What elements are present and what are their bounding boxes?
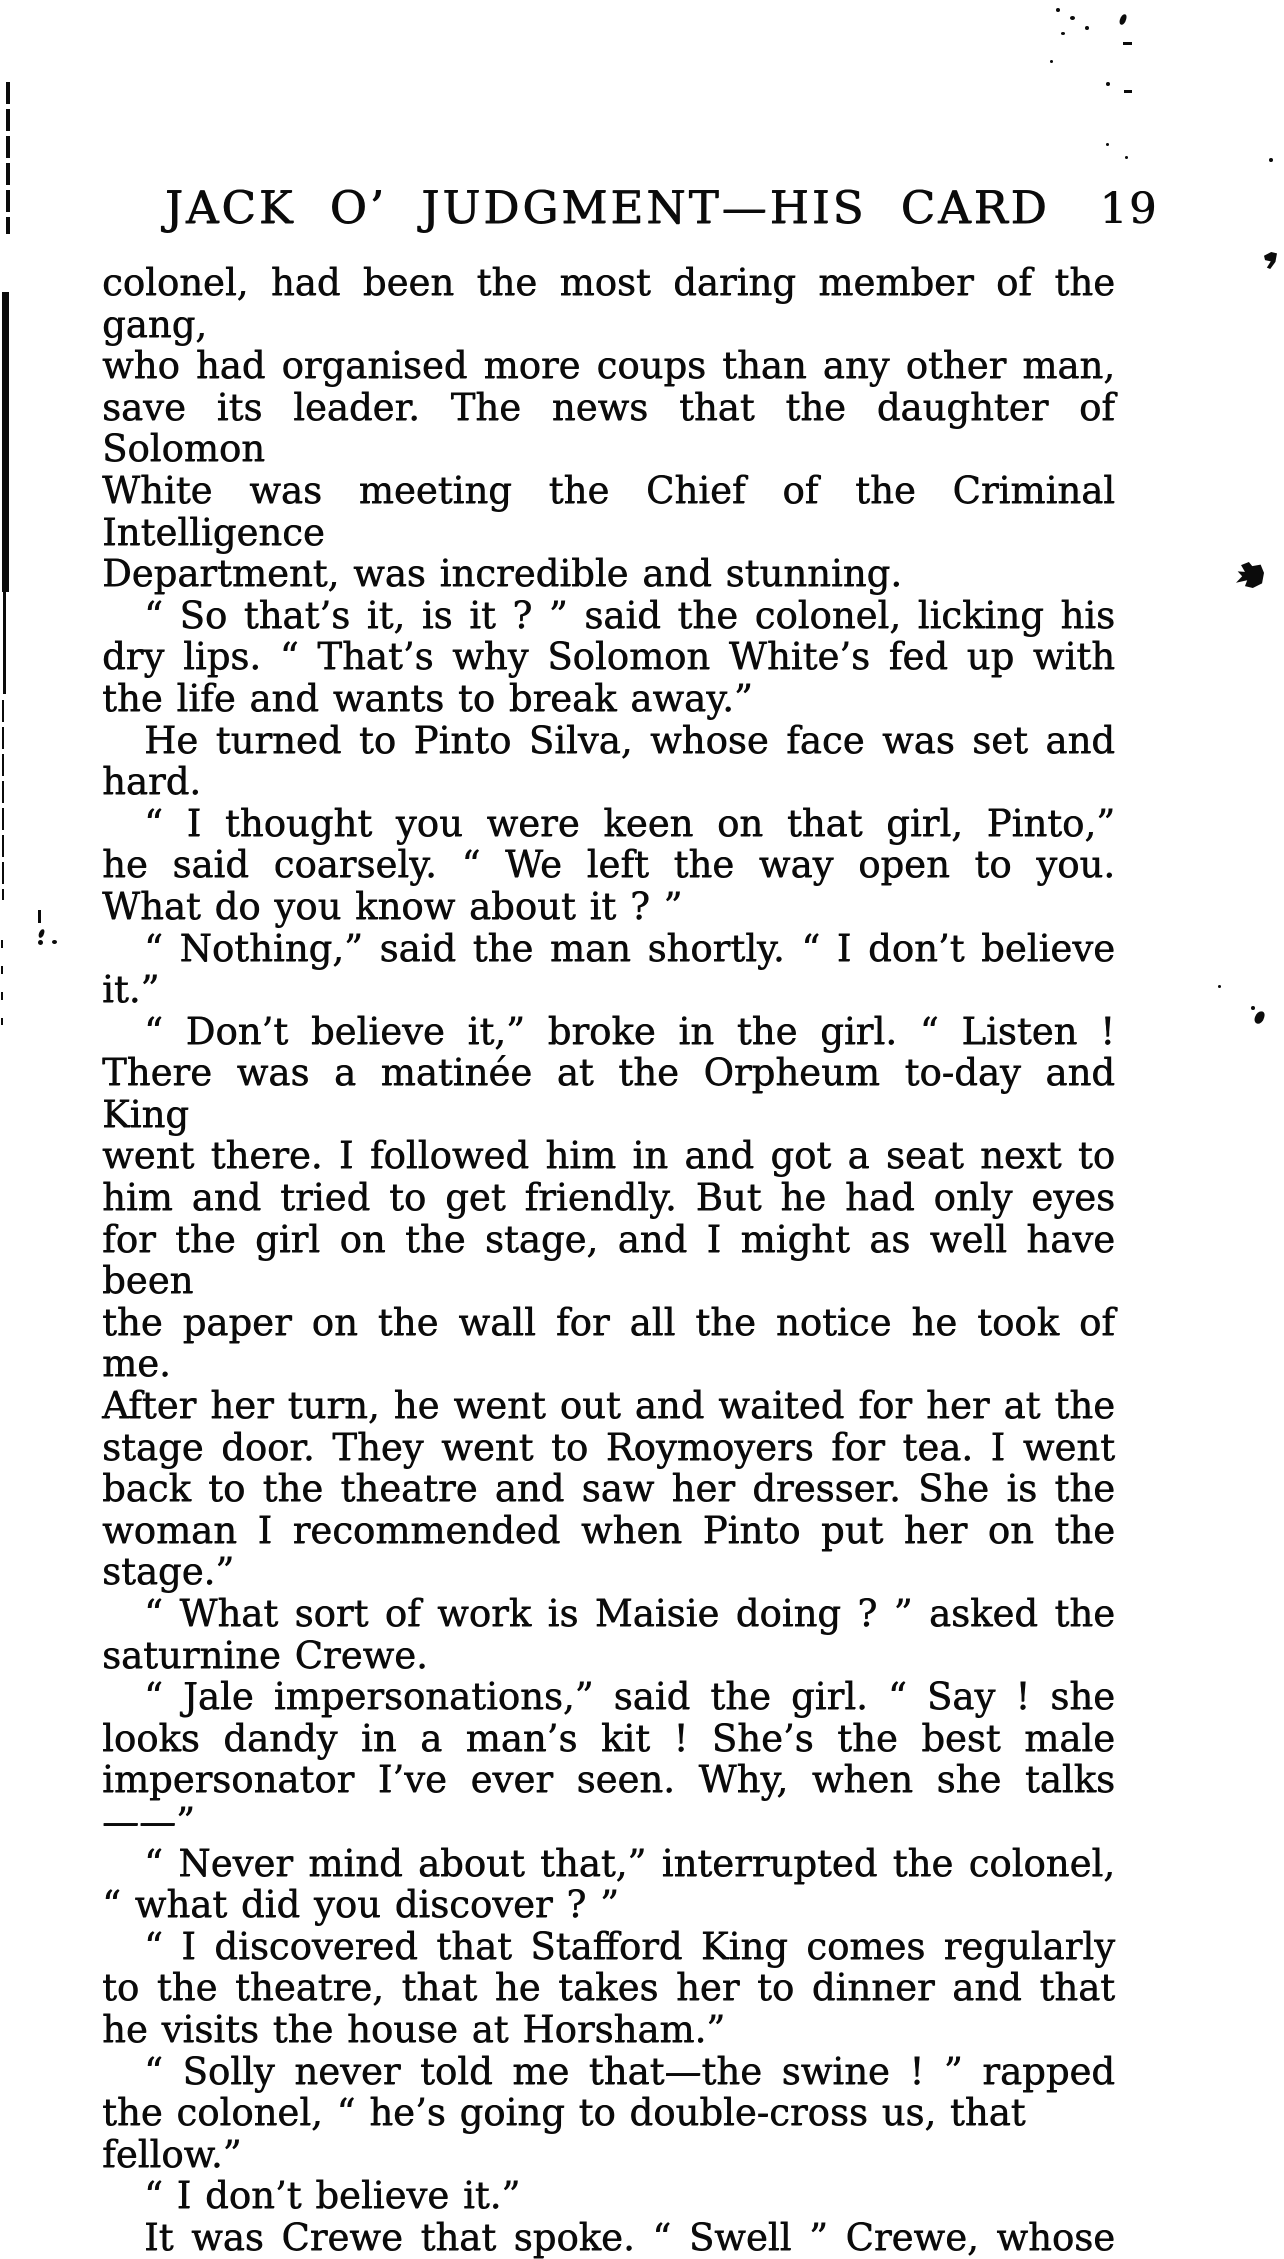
margin-rule (1, 940, 3, 1025)
text-line: He turned to Pinto Silva, whose face was set and (144, 718, 1115, 762)
text-line: colonel, had been the most daring member of the gang, (102, 261, 1115, 346)
text-line: It was Crewe that spoke. “ Swell ” Crewe, whose (144, 2215, 1115, 2259)
margin-rule (3, 592, 6, 694)
chapter-title: JACK O’ JUDGMENT—HIS CARD (164, 181, 1050, 234)
text-line: “ what did you discover ? ” (102, 1883, 619, 1927)
text-line: “ Solly never told me that—the swine ! ” rapped (144, 2049, 1115, 2093)
text-line: the paper on the wall for all the notice he took of me. (102, 1300, 1115, 1386)
page-number: 19 (1099, 184, 1159, 234)
text-line: dry lips. “ That’s why Solomon White’s fed up with (102, 635, 1115, 679)
text-line: looks dandy in a man’s kit ! She’s the best male (102, 1716, 1115, 1760)
text-line: who had organised more coups than any other man, (102, 344, 1115, 388)
ink-speck (1061, 32, 1065, 35)
ink-speck (1085, 26, 1089, 30)
running-header (155, 181, 1168, 234)
margin-rule (2, 292, 9, 592)
text-line: went there. I followed him in and got a seat next to (102, 1134, 1115, 1178)
ink-mark (1119, 13, 1127, 25)
ink-blob (1264, 252, 1277, 269)
margin-rule (6, 82, 10, 234)
text-line: After her turn, he went out and waited for her at the (102, 1384, 1115, 1428)
ink-speck (38, 940, 43, 945)
text-line: for the girl on the stage, and I might as well have been (102, 1217, 1115, 1303)
text-line: What do you know about it ? ” (102, 884, 683, 928)
text-line: “ So that’s it, is it ? ” said the colonel, licking his (144, 593, 1115, 637)
text-line: stage door. They went to Roymoyers for tea. I went (102, 1425, 1115, 1469)
ink-mark (1254, 1010, 1266, 1025)
ink-mark (38, 929, 45, 939)
text-line: back to the theatre and saw her dresser. She is the (102, 1467, 1115, 1511)
ink-speck (1106, 82, 1110, 86)
ink-speck (1070, 16, 1075, 20)
text-line: Department, was incredible and stunning. (102, 552, 902, 596)
text-line: “ Never mind about that,” interrupted the colonel, (144, 1841, 1115, 1885)
text-line: saturnine Crewe. (102, 1633, 428, 1677)
text-line: him and tried to get friendly. But he had only eyes (102, 1176, 1115, 1220)
text-line: “ I thought you were keen on that girl, Pinto,” (144, 801, 1115, 845)
text-line: the colonel, “ he’s going to double-cross us, that fellow.” (102, 2091, 1026, 2176)
margin-rule (2, 700, 4, 900)
text-line: “ Jale impersonations,” said the girl. “ Say ! she (144, 1675, 1115, 1719)
text-line: There was a matinée at the Orpheum to-day and King (102, 1051, 1115, 1136)
text-line: White was meeting the Chief of the Criminal Intelligence (102, 468, 1115, 554)
ink-speck (1251, 1006, 1255, 1010)
ink-speck (1106, 143, 1109, 146)
text-line: “ Don’t believe it,” broke in the girl. “ Listen ! (144, 1009, 1115, 1053)
ink-mark (1124, 90, 1132, 93)
text-line: “ I don’t believe it.” (144, 2174, 521, 2218)
text-line: “ What sort of work is Maisie doing ? ” asked the (144, 1592, 1115, 1635)
text-line: hard. (102, 760, 202, 804)
ink-speck (1125, 156, 1128, 159)
ink-speck (52, 940, 57, 944)
text-line: he said coarsely. “ We left the way open to you. (102, 843, 1115, 887)
text-line: it.” (102, 968, 160, 1012)
text-line: the life and wants to break away.” (102, 676, 753, 720)
text-line: impersonator I’ve ever seen. Why, when she talks——” (102, 1758, 1115, 1843)
ink-mark (1123, 42, 1132, 45)
text-line: save its leader. The news that the daughter of Solomon (102, 385, 1115, 471)
body-text (102, 262, 1115, 2259)
ink-speck (1050, 60, 1053, 63)
text-line: to the theatre, that he takes her to dinner and that (102, 1966, 1115, 2010)
ink-speck (1218, 985, 1221, 988)
ink-speck (1269, 158, 1273, 162)
text-line: stage.” (102, 1550, 235, 1594)
text-line: he visits the house at Horsham.” (102, 2007, 726, 2051)
text-line: “ Nothing,” said the man shortly. “ I don’t believe (144, 926, 1115, 970)
ink-mark (38, 910, 41, 923)
text-line: “ I discovered that Stafford King comes regularly (144, 1924, 1115, 1968)
ink-speck (1056, 8, 1060, 12)
ink-blob (1236, 562, 1264, 588)
text-line: woman I recommended when Pinto put her on the (102, 1508, 1115, 1552)
